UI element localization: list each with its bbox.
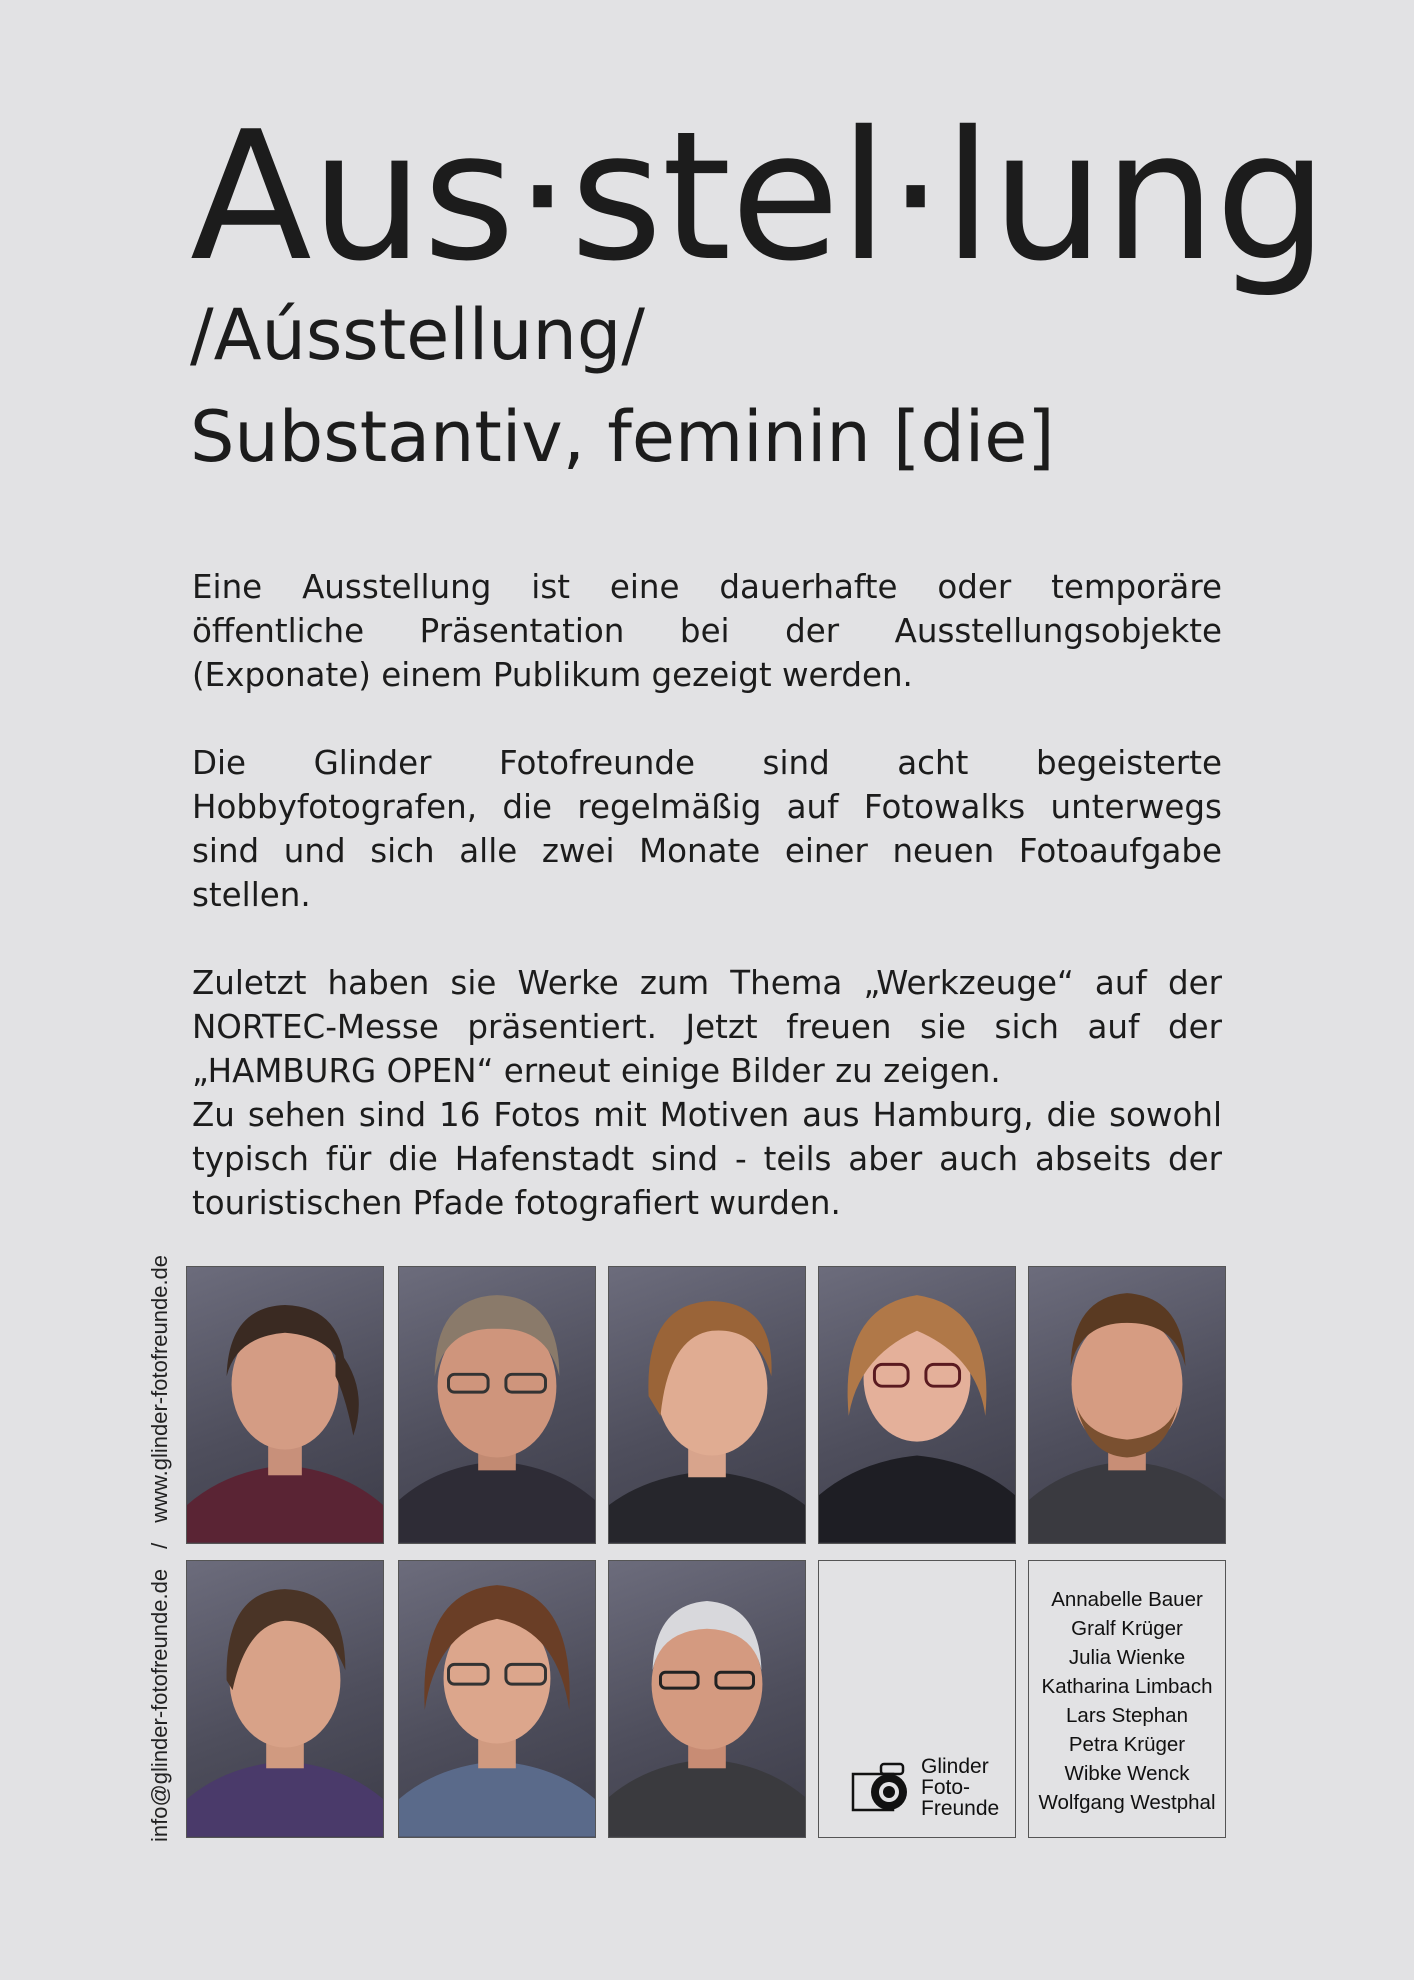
logo-line-1: Glinder: [921, 1755, 989, 1778]
portrait-illustration: [609, 1561, 805, 1837]
paragraph-definition: Eine Ausstellung ist eine dauerhafte oder temporäre öffentliche Präsentation bei der Ausstellungsobjekte (Exponate) einem Publikum gezeigt werden.: [192, 568, 1222, 694]
portrait-photo-6: [186, 1560, 384, 1838]
paragraph-history: Zuletzt haben sie Werke zum Thema „Werkzeuge“ auf der NORTEC-Messe präsentiert. Jetzt freuen sie sich auf der „HAMBURG OPEN“ erneut einige Bilder zu zeigen.: [192, 964, 1222, 1090]
contact-separator: /: [147, 1542, 172, 1549]
member-name: Gralf Krüger: [1071, 1617, 1183, 1640]
pronunciation: /Aússtellung/: [190, 294, 645, 376]
member-name: Petra Krüger: [1068, 1733, 1186, 1756]
member-name: Katharina Limbach: [1041, 1675, 1213, 1698]
logo-text: [921, 1756, 999, 1819]
portrait-illustration: [1029, 1267, 1225, 1543]
portrait-illustration: [399, 1267, 595, 1543]
club-logo: [851, 1756, 999, 1819]
grammar-info: Substantiv, feminin [die]: [190, 396, 1055, 478]
portrait-illustration: [819, 1267, 1015, 1543]
member-name: Wolfgang Westphal: [1038, 1791, 1216, 1814]
portrait-illustration: [187, 1561, 383, 1837]
logo-tile: [818, 1560, 1016, 1838]
portrait-illustration: [399, 1561, 595, 1837]
paragraph-exhibition: Zu sehen sind 16 Fotos mit Motiven aus Hamburg, die sowohl typisch für die Hafenstadt sind - teils aber auch abseits der touristischen Pfade fotografiert wurden.: [192, 1096, 1222, 1222]
portrait-photo-8: [608, 1560, 806, 1838]
member-name: Julia Wienke: [1068, 1646, 1186, 1669]
camera-icon: [851, 1760, 913, 1816]
logo-line-3: Freunde: [921, 1797, 1000, 1820]
member-name: Annabelle Bauer: [1051, 1588, 1203, 1611]
member-list: [1028, 1560, 1226, 1838]
description: [192, 565, 1222, 1225]
contact-line: [147, 1255, 173, 1842]
member-name: Lars Stephan: [1066, 1704, 1188, 1727]
paragraph-group: Die Glinder Fotofreunde sind acht begeisterte Hobbyfotografen, die regelmäßig auf Fotowalks unterwegs sind und sich alle zwei Monate einer neuen Fotoaufgabe stellen.: [192, 744, 1222, 914]
page-title: Aus·stel·lung: [190, 93, 1328, 300]
portrait-photo-7: [398, 1560, 596, 1838]
email-link[interactable]: info@glinder-fotofreunde.de: [147, 1568, 172, 1842]
portrait-photo-2: [398, 1266, 596, 1544]
logo-line-2: Foto-: [921, 1776, 971, 1799]
portrait-photo-3: [608, 1266, 806, 1544]
portrait-photo-5: [1028, 1266, 1226, 1544]
website-link[interactable]: www.glinder-fotofreunde.de: [147, 1254, 172, 1523]
portrait-photo-1: [186, 1266, 384, 1544]
member-name: Wibke Wenck: [1064, 1762, 1190, 1785]
portrait-illustration: [609, 1267, 805, 1543]
portrait-illustration: [187, 1267, 383, 1543]
portrait-photo-4: [818, 1266, 1016, 1544]
